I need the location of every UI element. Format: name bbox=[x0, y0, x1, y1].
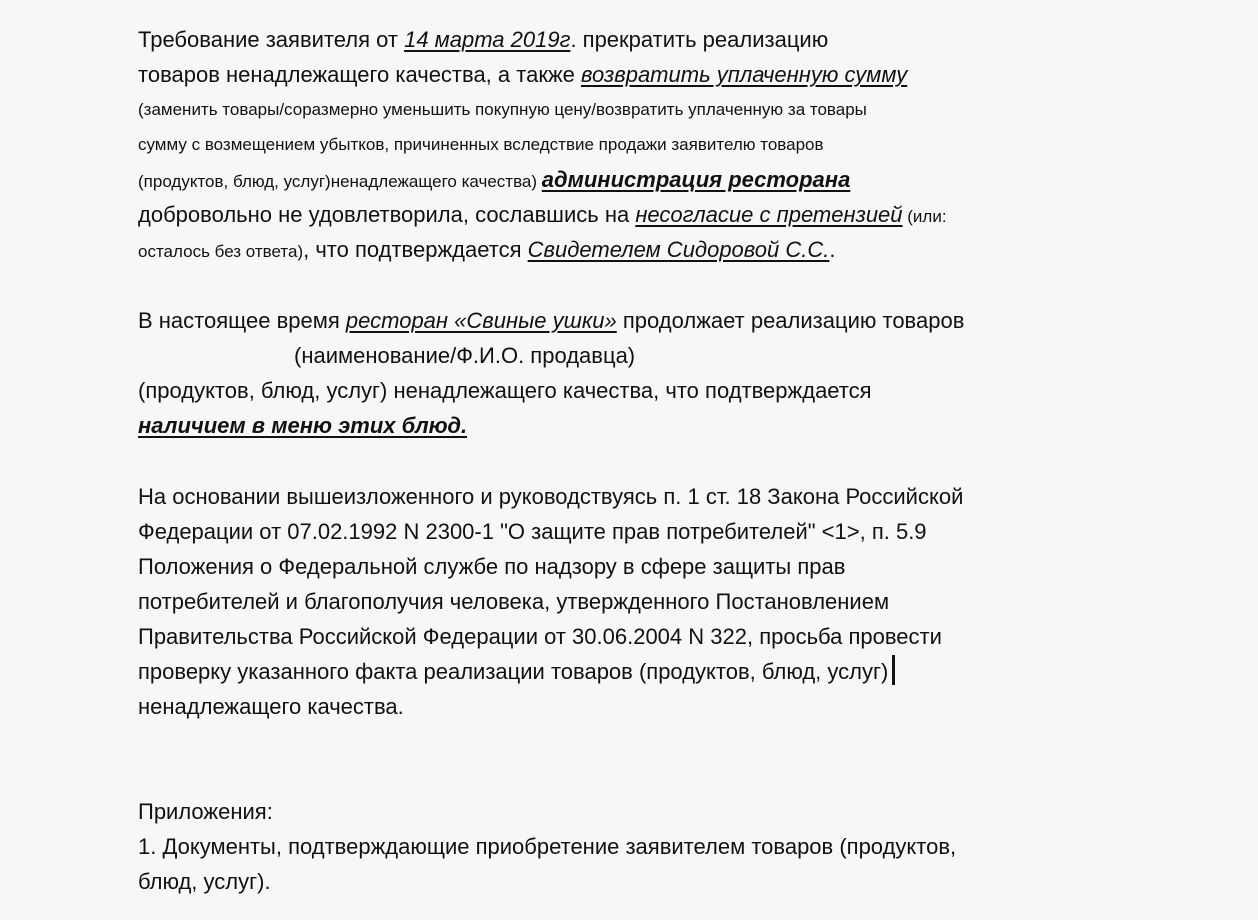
claim-line-7: осталось без ответа), что подтверждается Свидетелем Сидоровой С.С.. bbox=[138, 237, 836, 262]
paragraph-spacer bbox=[138, 443, 1228, 479]
refusal-reason-field[interactable]: несогласие с претензией bbox=[635, 202, 903, 227]
paragraph-claim bbox=[138, 22, 1228, 267]
legal-line-3: Положения о Федеральной службе по надзору в сфере защиты прав bbox=[138, 554, 846, 579]
claim-options-line-1: (заменить товары/соразмерно уменьшить покупную цену/возвратить уплаченную за товары bbox=[138, 100, 867, 119]
respondent-field[interactable]: администрация ресторана bbox=[541, 167, 851, 192]
seller-name-field[interactable]: ресторан «Свиные ушки» bbox=[345, 308, 617, 333]
claim-requirement-field[interactable]: возвратить уплаченную сумму bbox=[581, 62, 908, 87]
text-cursor bbox=[892, 655, 895, 685]
current-line-4 bbox=[138, 408, 1228, 443]
claim-line-1: Требование заявителя от 14 марта 2019г. прекратить реализацию bbox=[138, 27, 829, 52]
proof-field[interactable]: Свидетелем Сидоровой С.С. bbox=[527, 237, 830, 262]
claim-line-2: товаров ненадлежащего качества, а также возвратить уплаченную сумму bbox=[138, 62, 908, 87]
claim-date-field[interactable]: 14 марта 2019г bbox=[404, 27, 571, 52]
attachments-section bbox=[138, 794, 1228, 899]
attachment-item-1-line-2: блюд, услуг). bbox=[138, 869, 271, 894]
legal-line-5: Правительства Российской Федерации от 30.06.2004 N 322, просьба провести bbox=[138, 624, 942, 649]
legal-line-7: ненадлежащего качества. bbox=[138, 694, 404, 719]
legal-line-2: Федерации от 07.02.1992 N 2300-1 "О защите прав потребителей" <1>, п. 5.9 bbox=[138, 519, 927, 544]
legal-line-4: потребителей и благополучия человека, утвержденного Постановлением bbox=[138, 589, 890, 614]
current-line-3: (продуктов, блюд, услуг) ненадлежащего качества, что подтверждается bbox=[138, 378, 872, 403]
section-spacer bbox=[138, 724, 1228, 794]
paragraph-current-state bbox=[138, 303, 1228, 443]
paragraph-spacer bbox=[138, 267, 1228, 303]
claim-line-5: (продуктов, блюд, услуг)ненадлежащего качества) администрация ресторана bbox=[138, 167, 851, 192]
legal-line-6: проверку указанного факта реализации товаров (продуктов, блюд, услуг) bbox=[138, 654, 1228, 689]
attachments-heading: Приложения: bbox=[138, 799, 273, 824]
current-line-1: В настоящее время ресторан «Свиные ушки» продолжает реализацию товаров bbox=[138, 308, 965, 333]
paragraph-legal-basis bbox=[138, 479, 1228, 724]
evidence-field[interactable]: наличием в меню этих блюд. bbox=[138, 413, 468, 438]
legal-line-1: На основании вышеизложенного и руководствуясь п. 1 ст. 18 Закона Российской bbox=[138, 484, 964, 509]
attachment-item-1-line-1: 1. Документы, подтверждающие приобретение заявителем товаров (продуктов, bbox=[138, 834, 957, 859]
claim-options-line-2: сумму с возмещением убытков, причиненных вследствие продажи заявителю товаров bbox=[138, 135, 824, 154]
claim-line-6: добровольно не удовлетворила, сославшись на несогласие с претензией (или: bbox=[138, 202, 947, 227]
seller-caption: (наименование/Ф.И.О. продавца) bbox=[294, 343, 636, 368]
document-body[interactable] bbox=[138, 22, 1228, 899]
